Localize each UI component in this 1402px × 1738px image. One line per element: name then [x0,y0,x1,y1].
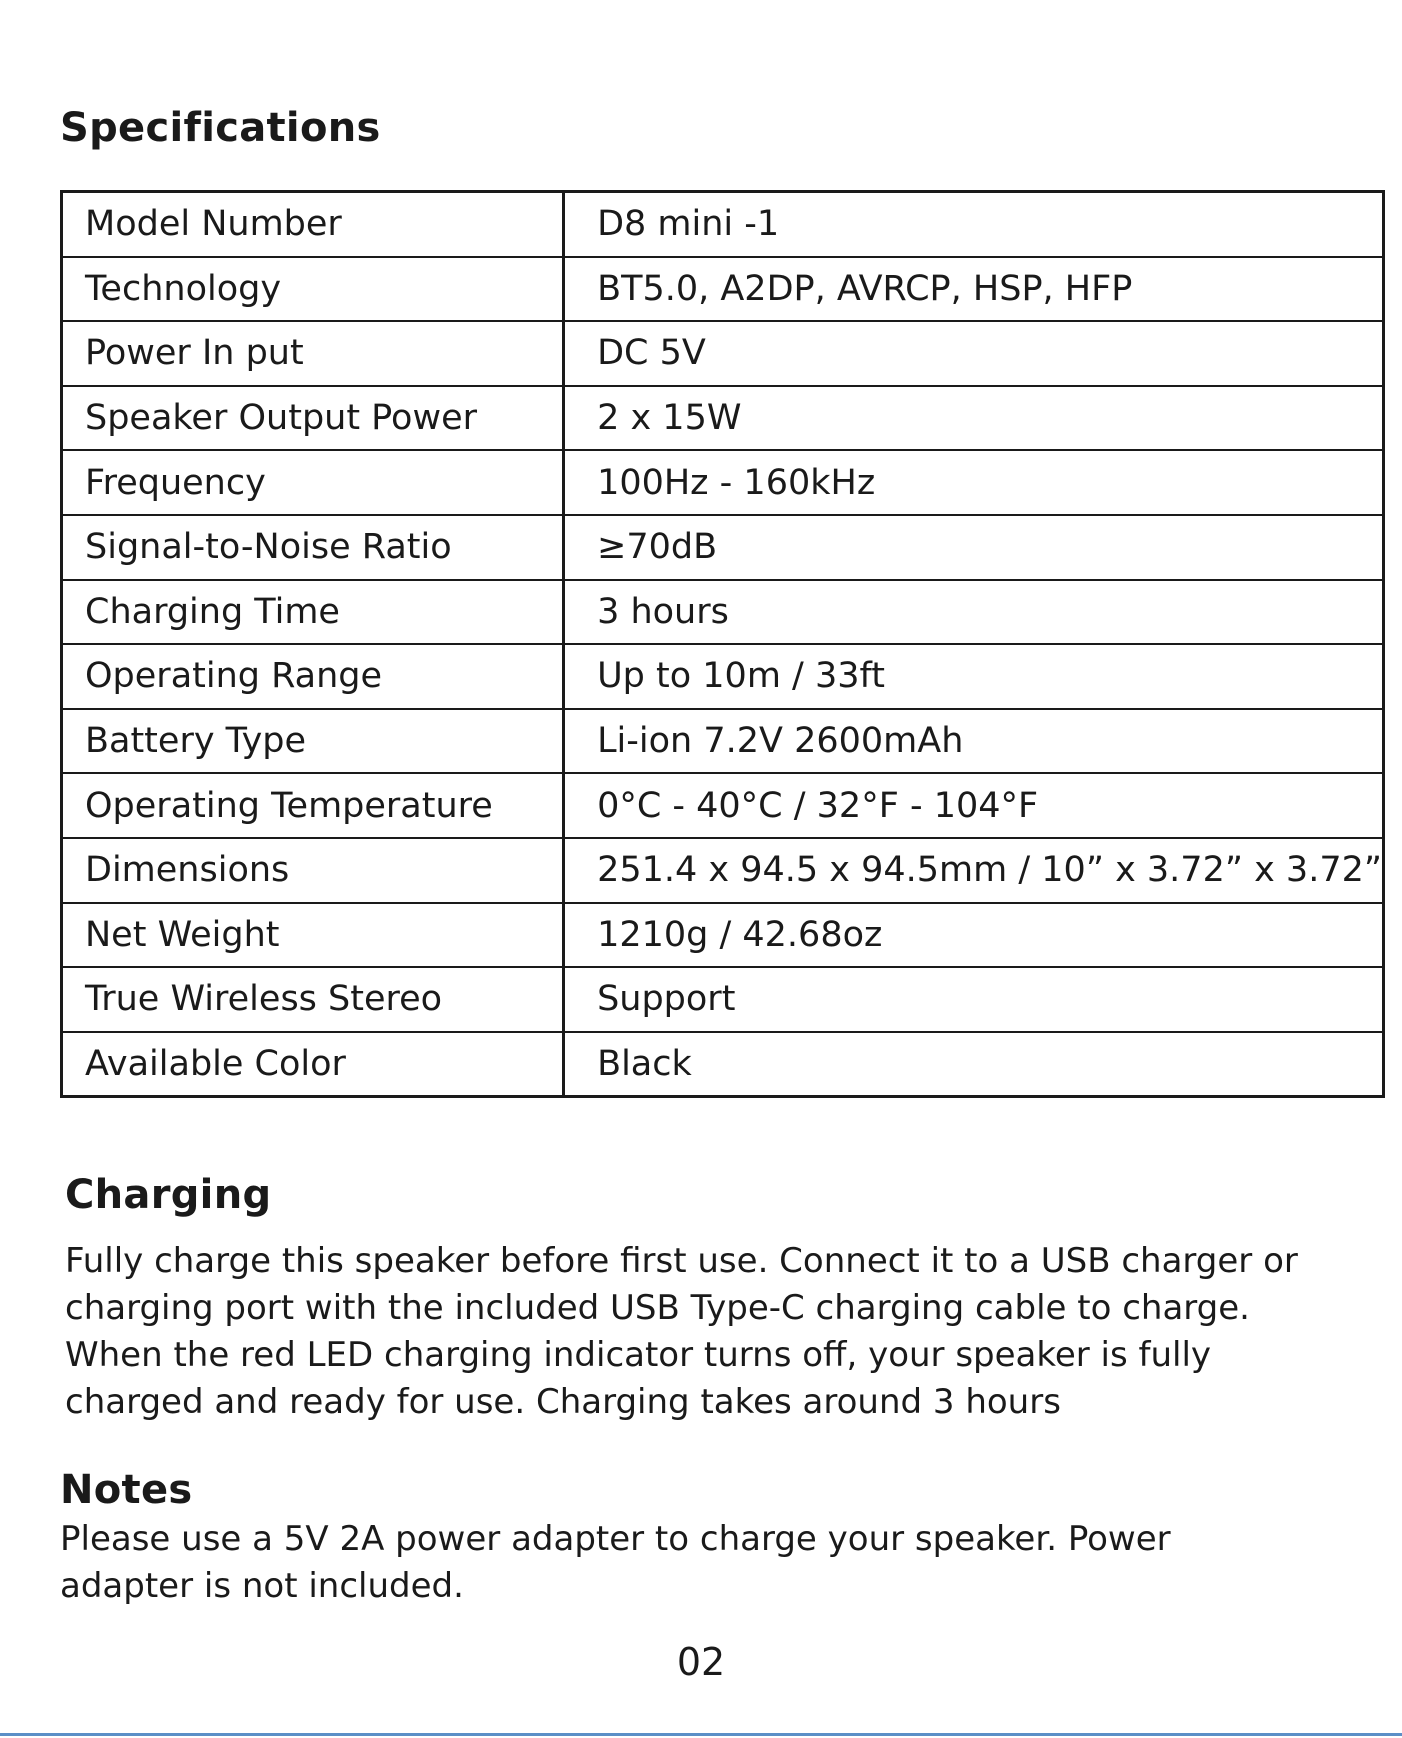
spec-label: Model Number [62,192,564,257]
table-row [62,580,1384,645]
spec-value: D8 mini -1 [564,192,1384,257]
table-row [62,257,1384,322]
charging-paragraph: Fully charge this speaker before first use. Connect it to a USB charger or charging port with the included USB Type-C charging cable to charge. When the red LED charging indicator turns off, your speaker is fully charged and ready for use. Charging takes around 3 hours [65,1241,1298,1422]
notes-title: Notes [60,1467,193,1513]
specifications-table [60,190,1385,1098]
table-row [62,773,1384,838]
spec-value: Up to 10m / 33ft [564,644,1384,709]
spec-label: Dimensions [62,838,564,903]
spec-label: Power In put [62,321,564,386]
spec-label: Battery Type [62,709,564,774]
spec-value: 100Hz - 160kHz [564,450,1384,515]
table-row [62,1032,1384,1097]
spec-label: Operating Range [62,644,564,709]
spec-label: Signal-to-Noise Ratio [62,515,564,580]
spec-value: 251.4 x 94.5 x 94.5mm / 10” x 3.72” x 3.72” [564,838,1384,903]
spec-value: 2 x 15W [564,386,1384,451]
spec-value: ≥70dB [564,515,1384,580]
spec-label: Frequency [62,450,564,515]
table-row [62,450,1384,515]
spec-value: Black [597,1044,692,1085]
spec-value: 0°C - 40°C / 32°F - 104°F [564,773,1384,838]
charging-title: Charging [65,1172,272,1218]
spec-label: Charging Time [62,580,564,645]
table-row [62,709,1384,774]
spec-value: Support [564,967,1384,1032]
page-number: 02 [676,1640,726,1684]
bottom-rule [0,1733,1402,1736]
spec-label: Available Color [62,1032,564,1097]
table-row [62,192,1384,257]
specifications-title: Specifications [60,105,381,151]
spec-value: 3 hours [564,580,1384,645]
table-row [62,644,1384,709]
table-row [62,515,1384,580]
spec-label: Technology [62,257,564,322]
spec-value: BT5.0, A2DP, AVRCP, HSP, HFP [564,257,1384,322]
spec-label: Net Weight [62,903,564,968]
table-row [62,386,1384,451]
spec-label: True Wireless Stereo [62,967,564,1032]
table-row [62,967,1384,1032]
table-row [62,321,1384,386]
table-row [62,838,1384,903]
spec-value: 1210g / 42.68oz [564,903,1384,968]
spec-value: DC 5V [564,321,1384,386]
table-row [62,903,1384,968]
spec-label: Operating Temperature [62,773,564,838]
spec-label: Speaker Output Power [62,386,564,451]
spec-value: Li-ion 7.2V 2600mAh [564,709,1384,774]
notes-paragraph: Please use a 5V 2A power adapter to charge your speaker. Power adapter is not included. [60,1519,1171,1606]
